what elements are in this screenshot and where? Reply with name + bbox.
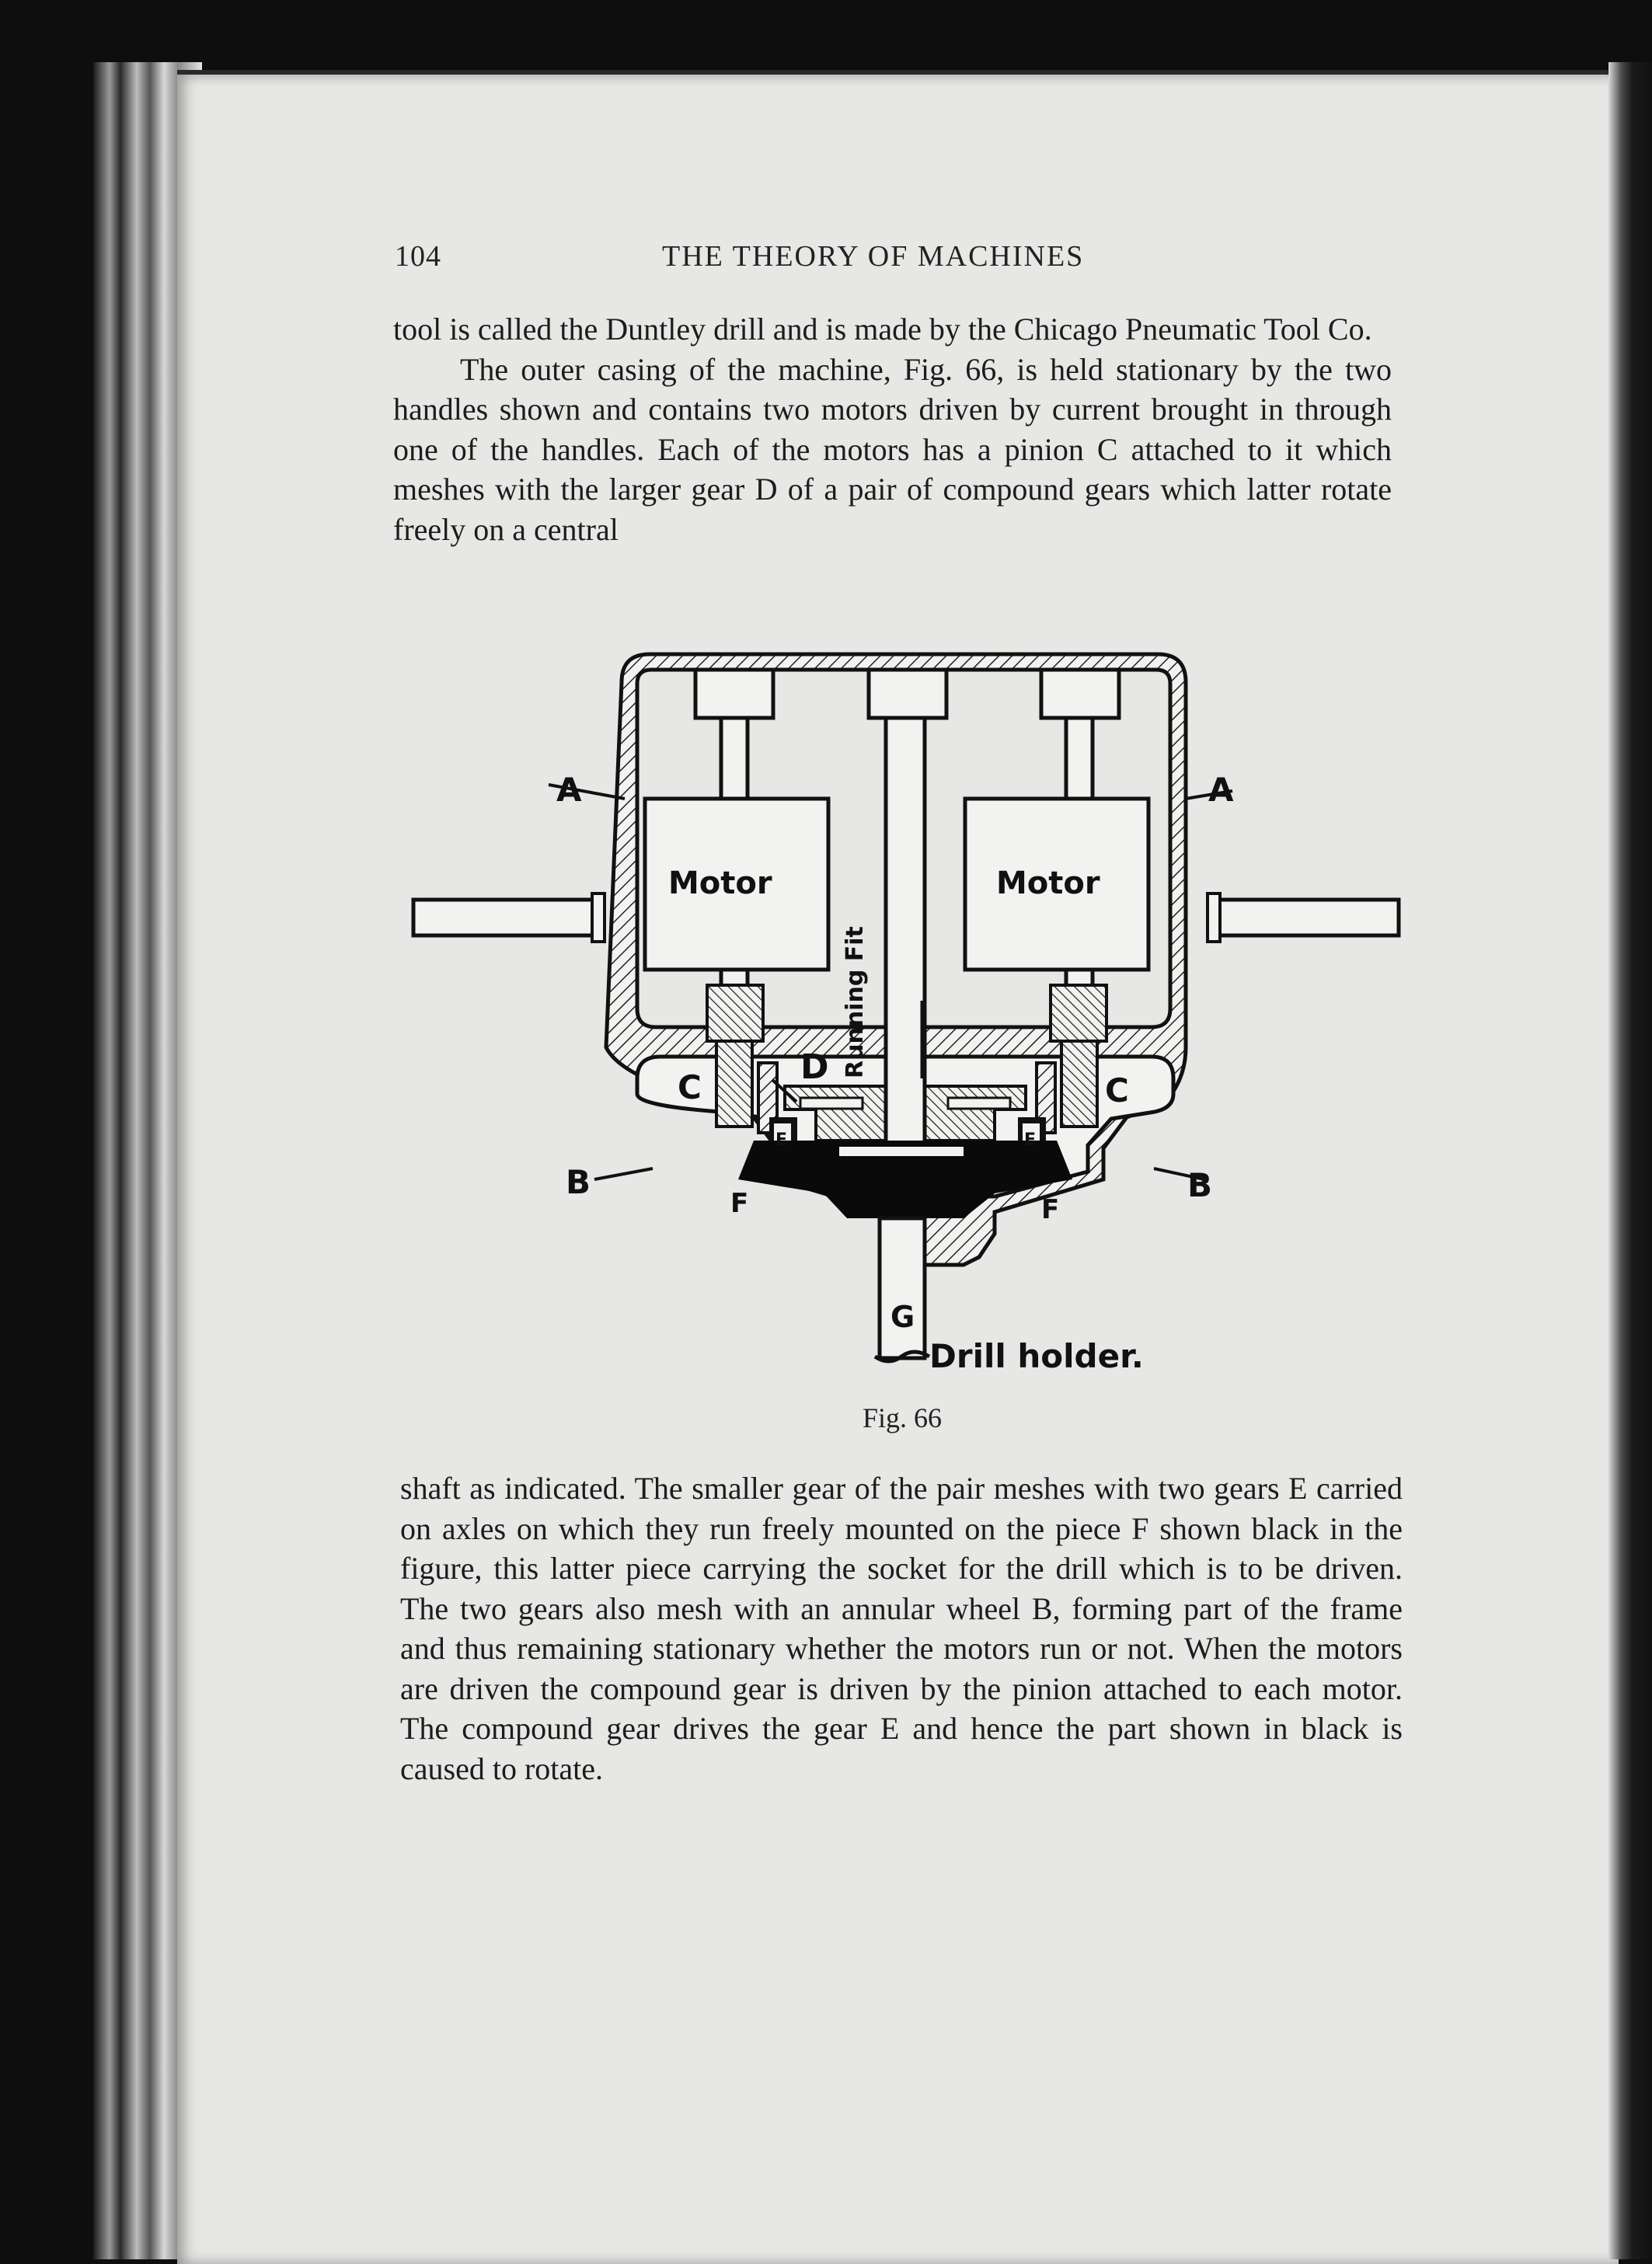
- label-b-left: B: [566, 1163, 591, 1201]
- label-a-right: A: [1208, 771, 1234, 809]
- handle-left: [413, 900, 600, 935]
- label-d: D: [800, 1047, 829, 1087]
- label-a-left: A: [556, 771, 582, 809]
- label-c-right: C: [1105, 1071, 1129, 1109]
- label-drill-holder: Drill holder.: [929, 1337, 1144, 1375]
- paragraph-bottom: shaft as indicated. The smaller gear of the pair meshes with two gears E carried on axles on which they run freely mounted on the piece F shown black in the figure, this latter piece carrying the socket for the drill which is to be driven. The two gears also mesh with an annular wheel B, forming part of the frame and thus remaining stationary whether the motors run or not. When the motors are driven the compound gear is driven by the pinion attached to each motor. The compound gear drives the gear E and hence the part shown in black is caused to rotate.: [400, 1471, 1403, 1786]
- label-b-right: B: [1187, 1166, 1213, 1204]
- label-f-left: F: [730, 1188, 749, 1219]
- drill-holder-g: [880, 1218, 925, 1358]
- figure-66-diagram: [404, 643, 1406, 1381]
- paragraph-top: [393, 309, 1392, 549]
- paragraph-top-text: tool is called the Duntley drill and is made by the Chicago Pneumatic Tool Co.: [393, 312, 1372, 347]
- figure-caption: Fig. 66: [863, 1402, 943, 1433]
- page-right-edge: [1608, 62, 1652, 2259]
- motor-left-label: Motor: [668, 866, 772, 901]
- pinion-c-right: [1061, 1041, 1097, 1127]
- label-c-left: C: [678, 1068, 702, 1106]
- label-e-left: E: [775, 1130, 788, 1150]
- running-title: THE THEORY OF MACHINES: [662, 240, 1085, 273]
- central-shaft: [886, 718, 925, 1153]
- handle-right: [1212, 900, 1399, 935]
- paragraph-second-text: The outer casing of the machine, Fig. 66, is held stationary by the two handles shown and contains two motors driven by current brought in through one of the handles. Each of the motors has a pinion C attached to it which meshes with the larger gear D of a pair of compound gears which latter rotate freely on a central: [393, 351, 1392, 547]
- pinion-c-left: [716, 1041, 752, 1127]
- motor-right-label: Motor: [996, 866, 1100, 901]
- label-e-right: E: [1024, 1130, 1037, 1150]
- label-g: G: [890, 1300, 915, 1334]
- page-number: 104: [395, 240, 441, 273]
- label-f-right: F: [1041, 1194, 1060, 1225]
- label-running-fit: Running Fit: [842, 926, 869, 1078]
